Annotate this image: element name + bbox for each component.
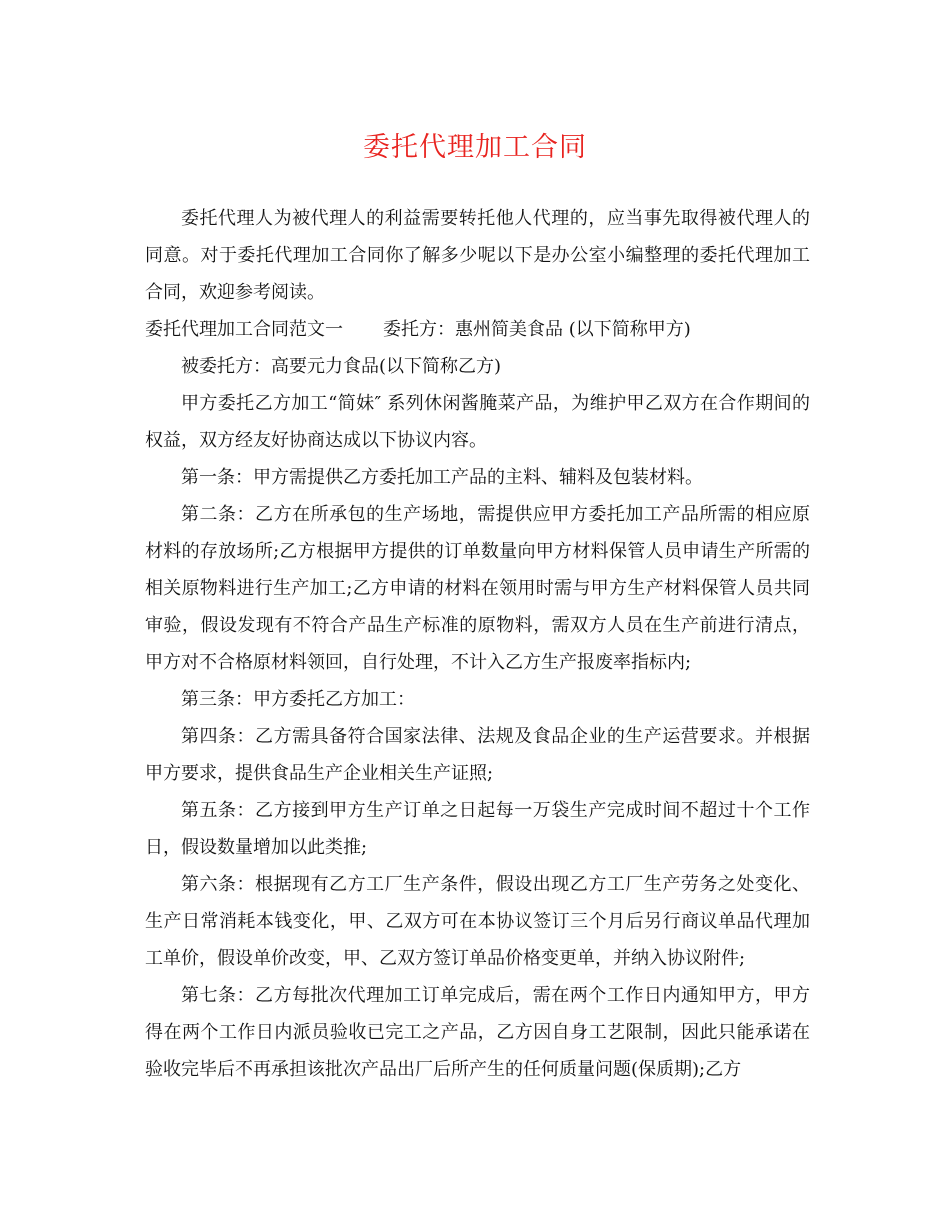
article-6: 第六条：根据现有乙方工厂生产条件，假设出现乙方工厂生产劳务之处变化、生产日常消耗本钱变化，甲、乙双方可在本协议签订三个月后另行商议单品代理加工单价，假设单价改变，甲、乙双方签订单品价格变更单，并纳入协议附件; <box>145 874 810 969</box>
article-3: 第三条：甲方委托乙方加工： <box>181 689 415 710</box>
document-body <box>145 200 810 1088</box>
article-2: 第二条：乙方在所承包的生产场地，需提供应甲方委托加工产品所需的相应原材料的存放场所;乙方根据甲方提供的订单数量向甲方材料保管人员申请生产所需的相关原物料进行生产加工;乙方申请的材料在领用时需与甲方生产材料保管人员共同审验，假设发现有不符合产品生产标准的原物料，需双方人员在生产前进行清点，甲方对不合格原材料领回，自行处理，不计入乙方生产报废率指标内; <box>145 504 810 673</box>
party-a: 委托方：惠州简美食品 (以下简称甲方) <box>383 319 691 340</box>
article-4: 第四条：乙方需具备符合国家法律、法规及食品企业的生产运营要求。并根据甲方要求，提供食品生产企业相关生产证照; <box>145 726 810 784</box>
party-b: 被委托方：高要元力食品(以下简称乙方) <box>181 356 502 377</box>
intro-paragraph: 委托代理人为被代理人的利益需要转托他人代理的，应当事先取得被代理人的同意。对于委托代理加工合同你了解多少呢以下是办公室小编整理的委托代理加工合同，欢迎参考阅读。 <box>145 208 810 303</box>
document-title: 委托代理加工合同 <box>363 132 587 163</box>
article-7: 第七条：乙方每批次代理加工订单完成后，需在两个工作日内通知甲方，甲方得在两个工作日内派员验收已完工之产品，乙方因自身工艺限制，因此只能承诺在验收完毕后不再承担该批次产品出厂后所产生的任何质量问题(保质期);乙方 <box>145 985 810 1080</box>
sample-heading-line <box>145 311 810 348</box>
sample-heading: 委托代理加工合同范文一 <box>145 319 343 340</box>
preamble-paragraph: 甲方委托乙方加工“简妹″ 系列休闲酱腌菜产品，为维护甲乙双方在合作期间的权益，双方经友好协商达成以下协议内容。 <box>145 393 810 451</box>
article-1: 第一条：甲方需提供乙方委托加工产品的主料、辅料及包装材料。 <box>181 467 703 488</box>
article-5: 第五条：乙方接到甲方生产订单之日起每一万袋生产完成时间不超过十个工作日，假设数量增加以此类推; <box>145 800 810 858</box>
